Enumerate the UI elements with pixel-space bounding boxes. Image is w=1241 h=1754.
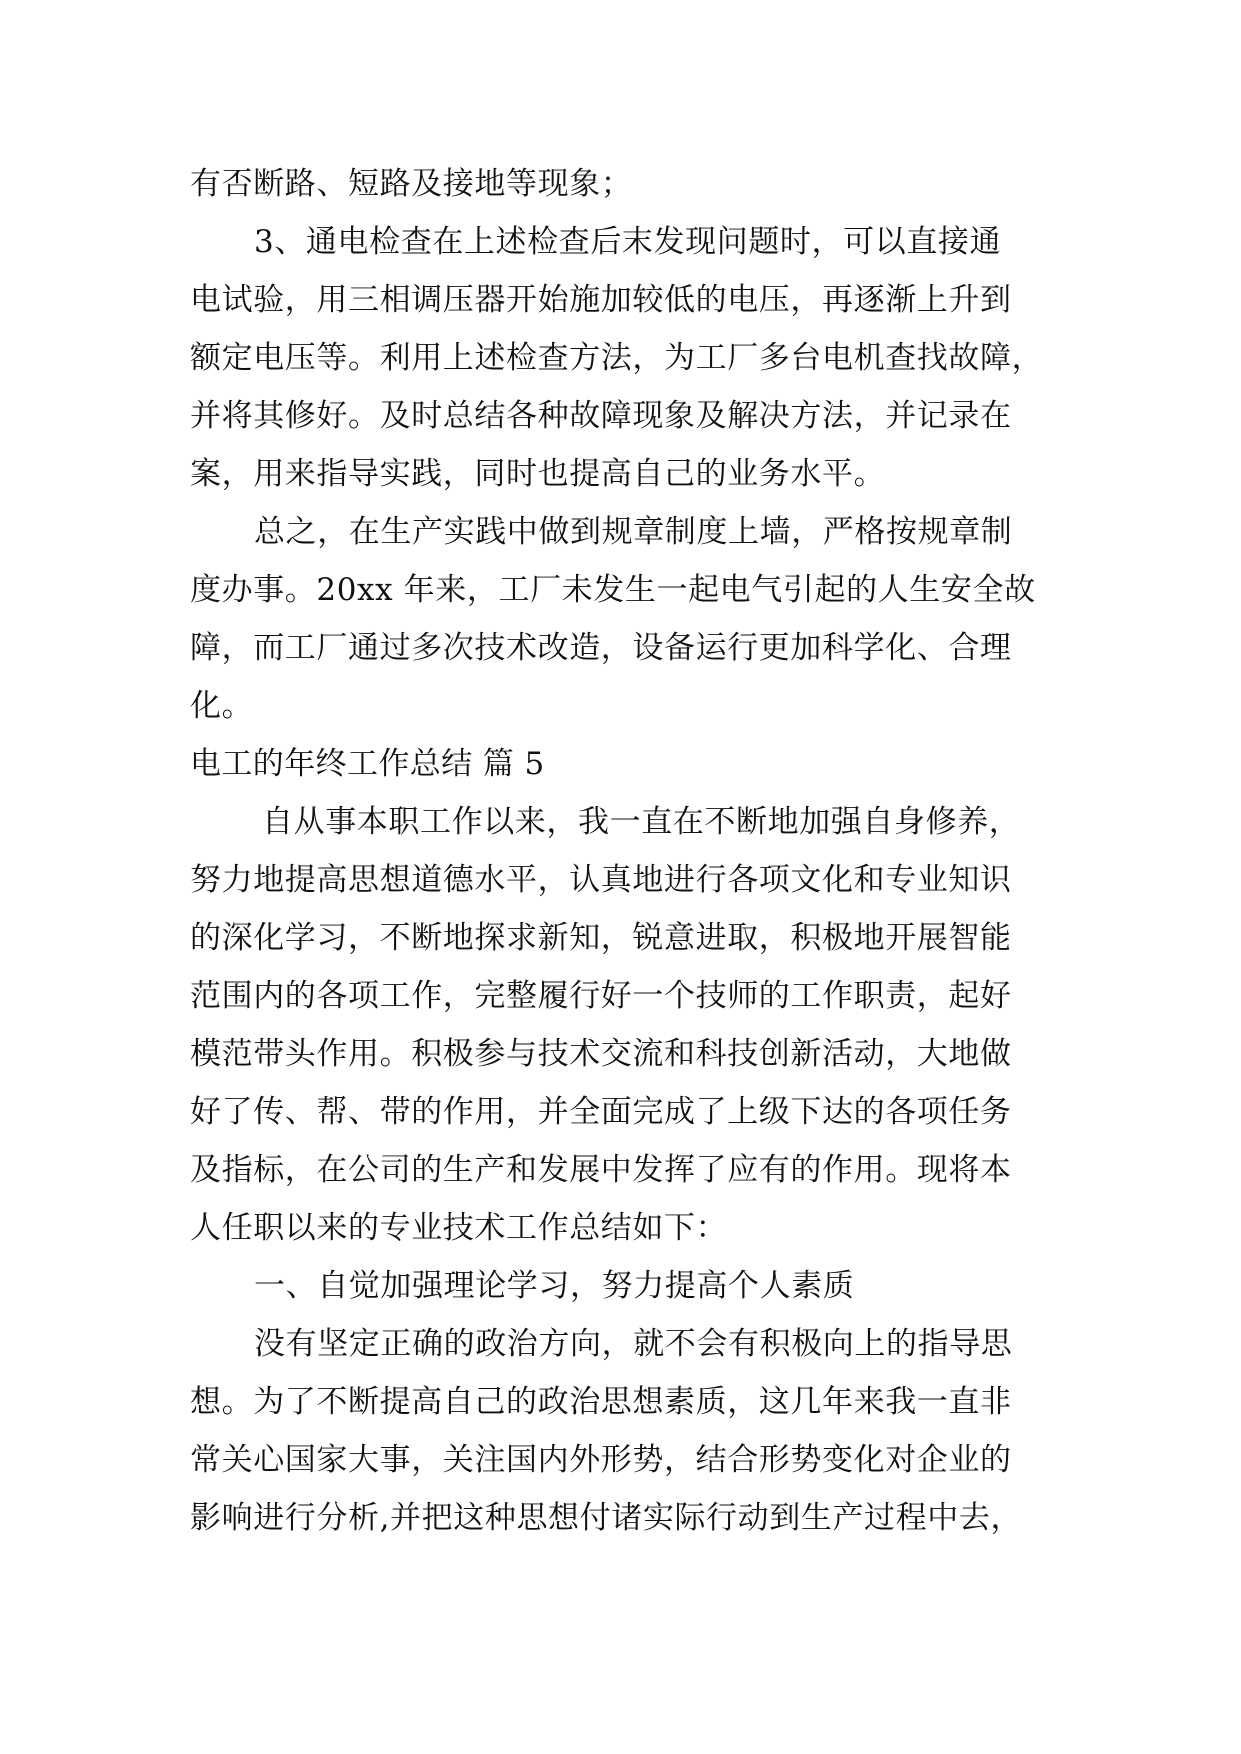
text-line: 范围内的各项工作，完整履行好一个技师的工作职责，起好 [190,978,1012,1014]
text-line: 总之，在生产实践中做到规章制度上墙，严格按规章制 [254,514,1013,550]
text-line: 的深化学习，不断地探求新知，锐意进取，积极地开展智能 [190,920,1012,956]
text-line: 障，而工厂通过多次技术改造，设备运行更加科学化、合理 [190,630,1012,666]
text-line: 化。 [190,688,254,724]
text-line: 想。为了不断提高自己的政治思想素质，这几年来我一直非 [190,1384,1012,1420]
subsection-heading: 一、自觉加强理论学习，努力提高个人素质 [254,1268,855,1304]
text-line: 自从事本职工作以来，我一直在不断地加强自身修养， [262,804,1021,840]
section-heading: 电工的年终工作总结 篇 5 [190,746,545,782]
text-line: 好了传、帮、带的作用，并全面完成了上级下达的各项任务 [190,1094,1012,1130]
text-line: 并将其修好。及时总结各种故障现象及解决方法，并记录在 [190,398,1012,434]
text-line: 额定电压等。利用上述检查方法，为工厂多台电机查找故障， [190,340,1044,376]
text-line: 及指标，在公司的生产和发展中发挥了应有的作用。现将本 [190,1152,1012,1188]
text-line: 电试验，用三相调压器开始施加较低的电压，再逐渐上升到 [190,282,1012,318]
text-line: 案，用来指导实践，同时也提高自己的业务水平。 [190,456,886,492]
text-line: 影响进行分析,并把这种思想付诸实际行动到生产过程中去， [190,1500,1023,1536]
text-line: 努力地提高思想道德水平，认真地进行各项文化和专业知识 [190,862,1012,898]
document-body [190,155,1050,1547]
text-line: 没有坚定正确的政治方向，就不会有积极向上的指导思 [254,1326,1013,1362]
text-line: 度办事。20xx 年来，工厂未发生一起电气引起的人生安全故 [190,572,1036,608]
text-line: 常关心国家大事，关注国内外形势，结合形势变化对企业的 [190,1442,1012,1478]
text-line: 人任职以来的专业技术工作总结如下： [190,1210,728,1246]
text-line: 3、通电检查在上述检查后末发现问题时，可以直接通 [254,224,1002,260]
text-line: 模范带头作用。积极参与技术交流和科技创新活动，大地做 [190,1036,1012,1072]
text-line: 有否断路、短路及接地等现象； [190,166,633,202]
